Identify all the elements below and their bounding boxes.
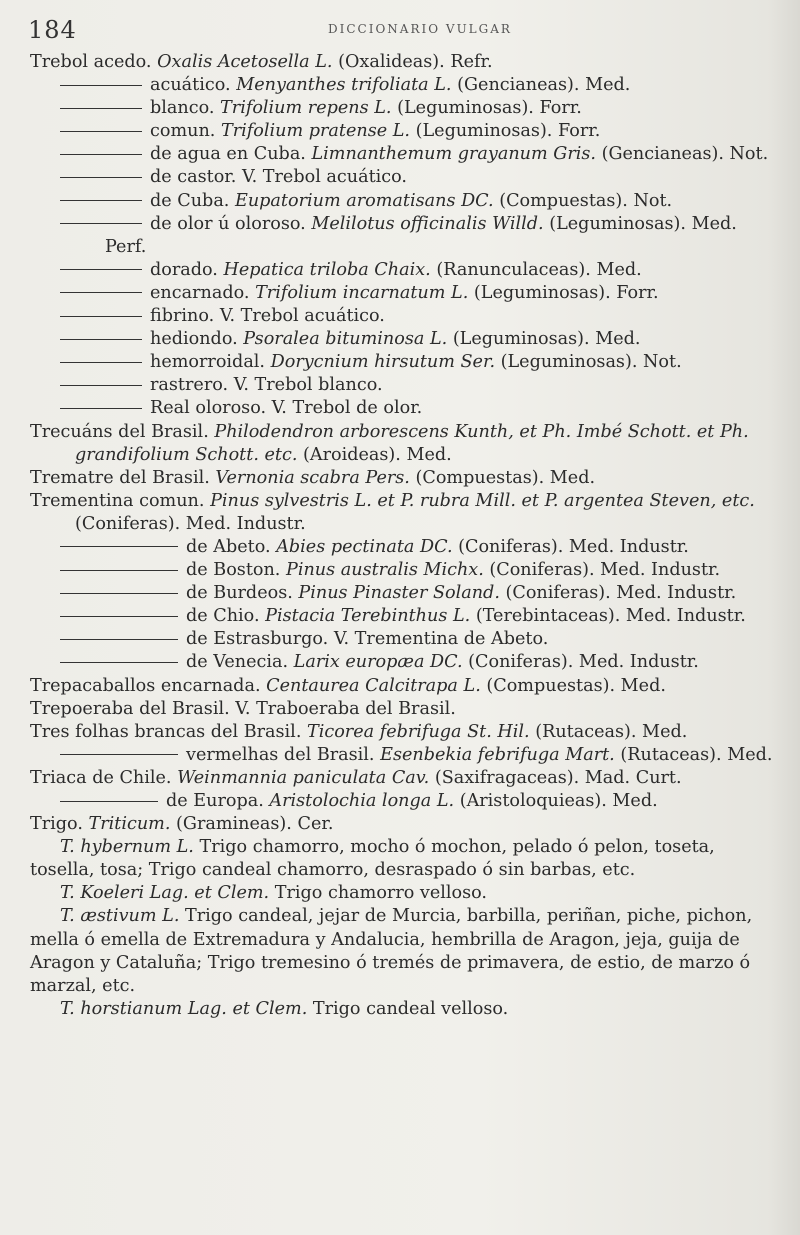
entry-details: (Coniferas). Med. Industr. bbox=[489, 560, 721, 581]
dictionary-entry bbox=[30, 305, 775, 328]
entry-term: de Abeto. bbox=[186, 536, 271, 557]
entry-term: Trecuáns del Brasil. bbox=[30, 421, 209, 442]
scientific-name: Trifolium repens L. bbox=[220, 98, 392, 119]
entry-details: Trigo candeal, jejar de Murcia, barbilla, periñan, piche, pichon, mella ó emella de Extremadura y Andalucia, hembrilla de Aragon, jeja, guija de Aragon y Cataluña; Trigo tremesino ó tremés de primavera, de estio, de marzo ó marzal, etc. bbox=[30, 906, 753, 996]
scientific-name: Larix europæa DC. bbox=[293, 652, 463, 673]
ditto-dash bbox=[60, 570, 178, 571]
ditto-dash bbox=[60, 200, 142, 201]
entry-list bbox=[30, 51, 775, 1021]
entry-details: (Saxifragaceas). Mad. Curt. bbox=[434, 767, 682, 788]
entry-term: fibrino. V. Trebol acuático. bbox=[150, 306, 385, 327]
scientific-name: Psoralea bituminosa L. bbox=[243, 329, 448, 350]
entry-term: vermelhas del Brasil. bbox=[186, 744, 375, 765]
dictionary-entry bbox=[30, 698, 775, 721]
dictionary-entry bbox=[30, 213, 775, 259]
entry-term: Trematre del Brasil. bbox=[30, 467, 210, 488]
ditto-dash bbox=[60, 177, 142, 178]
entry-details: (Rutaceas). Med. bbox=[620, 744, 773, 765]
scientific-name: Ticorea febrifuga St. Hil. bbox=[307, 721, 530, 742]
entry-details: (Leguminosas). Forr. bbox=[397, 98, 582, 119]
ditto-dash bbox=[60, 223, 142, 224]
dictionary-entry bbox=[30, 790, 775, 813]
entry-details: Trigo chamorro velloso. bbox=[274, 883, 488, 904]
scientific-name: Aristolochia longa L. bbox=[269, 791, 455, 811]
dictionary-entry bbox=[30, 190, 775, 213]
entry-term: de Estrasburgo. V. Trementina de Abeto. bbox=[186, 629, 549, 650]
entry-term: de castor. V. Trebol acuático. bbox=[150, 167, 407, 188]
ditto-dash bbox=[60, 639, 178, 640]
entry-details: (Terebintaceas). Med. Industr. bbox=[475, 606, 746, 627]
dictionary-entry bbox=[30, 905, 775, 997]
entry-term: Trepacaballos encarnada. bbox=[30, 675, 261, 696]
entry-term: Real oloroso. V. Trebol de olor. bbox=[150, 398, 423, 419]
ditto-dash bbox=[60, 269, 142, 270]
entry-details: (Aristoloquieas). Med. bbox=[459, 791, 658, 811]
dictionary-entry bbox=[30, 397, 775, 420]
scientific-name: Triticum. bbox=[88, 814, 171, 835]
entry-details: (Compuestas). Med. bbox=[486, 675, 666, 696]
entry-term: de olor ú oloroso. bbox=[150, 213, 306, 234]
scientific-name: T. hybernum L. bbox=[60, 837, 194, 858]
entry-details: (Compuestas). Not. bbox=[499, 190, 673, 211]
entry-details: (Ranunculaceas). Med. bbox=[436, 259, 642, 280]
entry-details: (Leguminosas). Med. bbox=[452, 329, 641, 350]
entry-details: (Gencianeas). Not. bbox=[601, 144, 769, 165]
ditto-dash bbox=[60, 593, 178, 594]
page-header bbox=[28, 16, 780, 46]
scientific-name: Centaurea Calcitrapa L. bbox=[266, 675, 481, 696]
dictionary-entry bbox=[30, 143, 775, 166]
dictionary-entry bbox=[30, 282, 775, 305]
entry-details: (Coniferas). Med. Industr. bbox=[468, 652, 699, 673]
entry-details: (Compuestas). Med. bbox=[415, 467, 596, 488]
dictionary-entry bbox=[30, 675, 775, 698]
ditto-dash bbox=[60, 362, 142, 363]
entry-details: (Coniferas). Med. Industr. bbox=[75, 513, 306, 534]
scientific-name: Menyanthes trifoliata L. bbox=[236, 75, 452, 96]
dictionary-entry bbox=[30, 605, 775, 628]
ditto-dash bbox=[60, 316, 142, 317]
ditto-dash bbox=[60, 801, 158, 802]
entry-term: Trebol acedo. bbox=[30, 52, 152, 72]
dictionary-entry bbox=[30, 421, 775, 467]
ditto-dash bbox=[60, 339, 142, 340]
dictionary-entry bbox=[30, 490, 775, 536]
entry-term: Trigo. bbox=[30, 814, 83, 835]
dictionary-entry bbox=[30, 651, 775, 674]
dictionary-entry bbox=[30, 882, 775, 905]
dictionary-entry bbox=[30, 628, 775, 651]
scientific-name: Eupatorium aromatisans DC. bbox=[235, 190, 494, 211]
ditto-dash bbox=[60, 154, 142, 155]
entry-details: (Coniferas). Med. Industr. bbox=[458, 536, 689, 557]
dictionary-entry bbox=[30, 259, 775, 282]
ditto-dash bbox=[60, 85, 142, 86]
ditto-dash bbox=[60, 662, 178, 663]
entry-details: (Leguminosas). Forr. bbox=[473, 282, 659, 303]
ditto-dash bbox=[60, 131, 142, 132]
entry-term: de Europa. bbox=[166, 791, 264, 811]
scientific-name: Pinus australis Michx. bbox=[286, 560, 484, 581]
scientific-name: T. æstivum L. bbox=[60, 906, 180, 927]
scientific-name: Esenbekia febrifuga Mart. bbox=[380, 744, 615, 765]
dictionary-entry bbox=[30, 467, 775, 490]
ditto-dash bbox=[60, 108, 142, 109]
dictionary-entry bbox=[30, 166, 775, 189]
dictionary-entry bbox=[30, 536, 775, 559]
scientific-name: Weinmannia paniculata Cav. bbox=[177, 767, 430, 788]
scientific-name: Abies pectinata DC. bbox=[276, 536, 453, 557]
dictionary-entry bbox=[30, 559, 775, 582]
dictionary-entry bbox=[30, 97, 775, 120]
scientific-name: Hepatica triloba Chaix. bbox=[223, 259, 431, 280]
entry-term: encarnado. bbox=[150, 282, 250, 303]
scientific-name: Pinus sylvestris L. et P. rubra Mill. et P. argentea Steven, etc. bbox=[210, 490, 755, 511]
dictionary-entry bbox=[30, 374, 775, 397]
entry-details: Trigo chamorro, mocho ó mochon, pelado ó pelon, toseta, tosella, tosa; Trigo candeal chamorro, desraspado ó sin barbas, etc. bbox=[30, 837, 715, 881]
ditto-dash bbox=[60, 408, 142, 409]
page-number: 184 bbox=[28, 16, 77, 44]
entry-details: (Leguminosas). Forr. bbox=[415, 121, 601, 142]
entry-details: (Rutaceas). Med. bbox=[535, 721, 688, 742]
dictionary-entry bbox=[30, 744, 775, 767]
entry-term: dorado. bbox=[150, 259, 218, 280]
dictionary-entry bbox=[30, 51, 775, 74]
dictionary-entry bbox=[30, 74, 775, 97]
entry-term: hediondo. bbox=[150, 329, 238, 350]
dictionary-entry bbox=[30, 120, 775, 143]
entry-details: (Gencianeas). Med. bbox=[457, 75, 631, 96]
dictionary-entry bbox=[30, 721, 775, 744]
scientific-name: T. Koeleri Lag. et Clem. bbox=[60, 883, 270, 904]
entry-term: Triaca de Chile. bbox=[30, 767, 172, 788]
entry-term: de Chio. bbox=[186, 606, 260, 627]
entry-term: comun. bbox=[150, 121, 216, 142]
entry-details: (Coniferas). Med. Industr. bbox=[505, 583, 737, 604]
entry-details: Trigo candeal velloso. bbox=[312, 998, 509, 1019]
entry-term: de Boston. bbox=[186, 560, 281, 581]
entry-term: hemorroidal. bbox=[150, 352, 266, 373]
entry-term: Tres folhas brancas del Brasil. bbox=[30, 721, 302, 742]
entry-term: Trementina comun. bbox=[30, 490, 205, 511]
entry-term: de Burdeos. bbox=[186, 583, 293, 604]
scientific-name: Vernonia scabra Pers. bbox=[215, 467, 410, 488]
ditto-dash bbox=[60, 616, 178, 617]
scientific-name: Pistacia Terebinthus L. bbox=[265, 606, 471, 627]
entry-term: de Venecia. bbox=[186, 652, 289, 673]
dictionary-entry bbox=[30, 582, 775, 605]
entry-term: de agua en Cuba. bbox=[150, 144, 306, 165]
entry-details: (Aroideas). Med. bbox=[303, 444, 452, 465]
entry-term: blanco. bbox=[150, 98, 215, 119]
scientific-name: Limnanthemum grayanum Gris. bbox=[311, 144, 596, 165]
ditto-dash bbox=[60, 546, 178, 547]
dictionary-entry bbox=[30, 767, 775, 790]
running-head: DICCIONARIO VULGAR bbox=[328, 22, 512, 36]
scientific-name: Dorycnium hirsutum Ser. bbox=[270, 352, 496, 373]
scientific-name: Oxalis Acetosella L. bbox=[157, 52, 333, 72]
entry-details: (Oxalideas). Refr. bbox=[338, 52, 493, 72]
ditto-dash bbox=[60, 292, 142, 293]
entry-term: de Cuba. bbox=[150, 190, 230, 211]
scientific-name: Trifolium incarnatum L. bbox=[255, 282, 469, 303]
ditto-dash bbox=[60, 754, 178, 755]
dictionary-entry bbox=[30, 813, 775, 836]
dictionary-entry bbox=[30, 351, 775, 374]
scientific-name: Philodendron arborescens Kunth, et Ph. Imbé Schott. et Ph. grandifolium Schott. etc. bbox=[75, 421, 749, 465]
scientific-name: T. horstianum Lag. et Clem. bbox=[60, 998, 308, 1019]
scientific-name: Pinus Pinaster Soland. bbox=[298, 583, 500, 604]
dictionary-entry bbox=[30, 836, 775, 882]
entry-term: Trepoeraba del Brasil. V. Traboeraba del Brasil. bbox=[30, 698, 456, 719]
scientific-name: Melilotus officinalis Willd. bbox=[311, 213, 544, 234]
entry-term: acuático. bbox=[150, 75, 231, 96]
dictionary-entry bbox=[30, 328, 775, 351]
scientific-name: Trifolium pratense L. bbox=[220, 121, 411, 142]
entry-term: rastrero. V. Trebol blanco. bbox=[150, 375, 383, 396]
entry-details: (Leguminosas). Not. bbox=[500, 352, 682, 373]
ditto-dash bbox=[60, 385, 142, 386]
entry-details: (Leguminosas). Med. Perf. bbox=[105, 213, 737, 257]
entry-details: (Gramineas). Cer. bbox=[176, 814, 334, 835]
dictionary-entry bbox=[30, 998, 775, 1021]
